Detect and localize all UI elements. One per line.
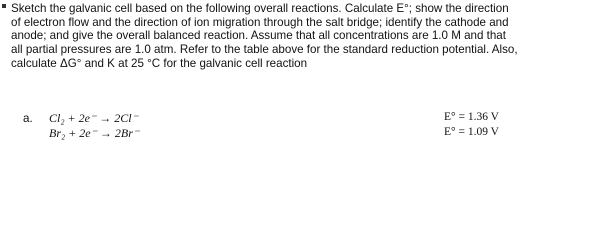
potential-chlorine: E° = 1.36 V <box>444 111 499 123</box>
question-line: Sketch the galvanic cell based on the following overall reactions. Calculate E°; show the direction <box>11 2 509 15</box>
part-a <box>23 111 583 147</box>
question-text <box>11 2 611 71</box>
half-reaction-bromine: Br₂ + 2e⁻ → 2Br⁻ <box>49 126 140 140</box>
question-line: calculate ΔG° and K at 25 °C for the galvanic cell reaction <box>11 56 308 70</box>
half-reaction-chlorine: Cl₂ + 2e⁻ → 2Cl⁻ <box>49 111 138 125</box>
question-line: all partial pressures are 1.0 atm. Refer to the table above for the standard reduction potential. Also, <box>11 43 518 57</box>
question-line: of electron flow and the direction of ion migration through the salt bridge; identify the cathode and <box>11 15 509 29</box>
potential-bromine: E° = 1.09 V <box>444 126 499 138</box>
question-line: anode; and give the overall balanced reaction. Assume that all concentrations are 1.0 M and that <box>11 29 506 43</box>
part-a-label: a. <box>23 112 33 125</box>
bullet-marker <box>2 4 6 8</box>
